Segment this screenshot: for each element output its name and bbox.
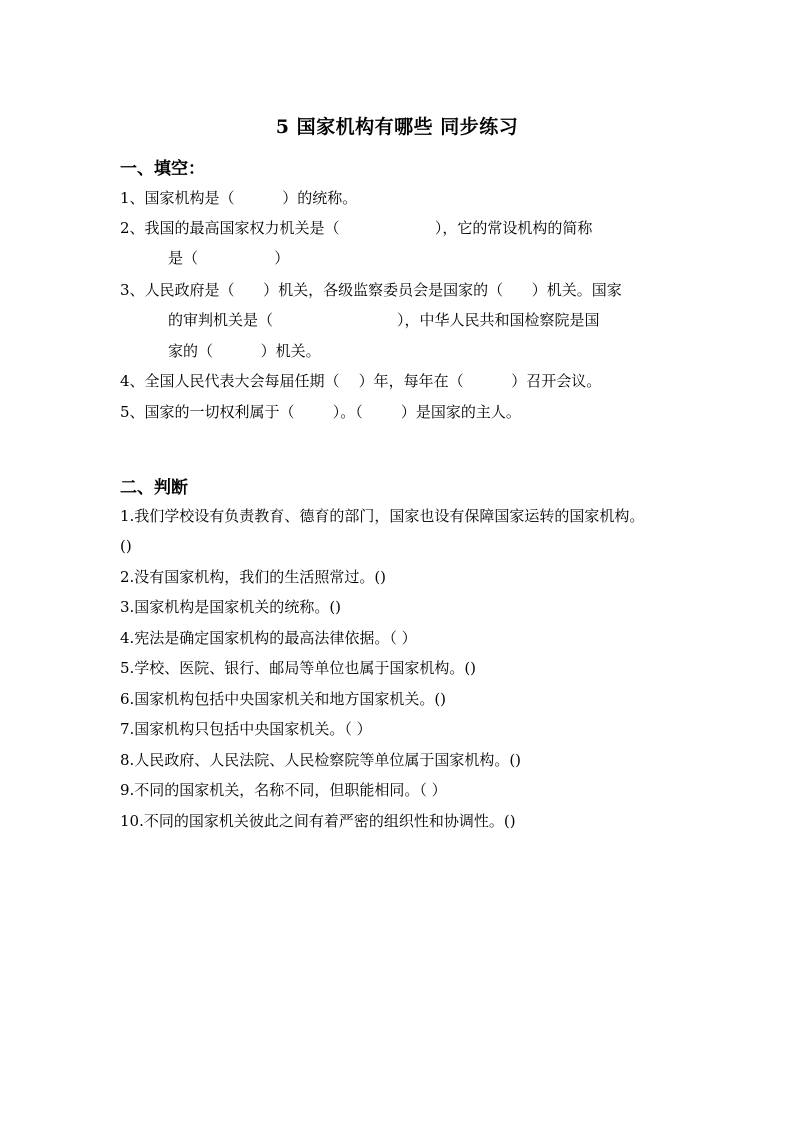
fill-question-2-cont: 是（ ） [168, 249, 290, 267]
judge-question-3: 3.国家机构是国家机关的统称。() [120, 598, 342, 616]
judge-question-9: 9.不同的国家机关，名称不同，但职能相同。（ ） [120, 781, 447, 799]
section-heading-judge: 二、判断 [120, 478, 188, 498]
judge-question-8: 8.人民政府、人民法院、人民检察院等单位属于国家机构。() [120, 751, 522, 769]
judge-question-1: 1.我们学校设有负责教育、德育的部门，国家也设有保障国家运转的国家机构。 [120, 507, 645, 525]
judge-question-6: 6.国家机构包括中央国家机关和地方国家机关。() [120, 690, 447, 708]
judge-question-4: 4.宪法是确定国家机构的最高法律依据。（ ） [120, 629, 417, 647]
fill-question-3: 3、人民政府是（ ）机关，各级监察委员会是国家的（ ）机关。国家 [120, 281, 622, 299]
judge-question-1-answer: () [120, 537, 132, 555]
judge-question-7: 7.国家机构只包括中央国家机关。（ ） [120, 720, 372, 738]
judge-question-5: 5.学校、医院、银行、邮局等单位也属于国家机构。() [120, 659, 477, 677]
fill-question-3-cont-1: 的审判机关是（ ），中华人民共和国检察院是国 [168, 311, 600, 329]
fill-question-3-cont-2: 家的（ ）机关。 [168, 342, 321, 360]
section-heading-fill-in: 一、填空： [120, 159, 205, 179]
fill-question-2: 2、我国的最高国家权力机关是（ ），它的常设机构的简称 [120, 219, 593, 237]
fill-question-5: 5、国家的一切权利属于（ ）。（ ）是国家的主人。 [120, 403, 521, 421]
judge-question-10: 10.不同的国家机关彼此之间有着严密的组织性和协调性。() [120, 812, 516, 830]
fill-question-4: 4、全国人民代表大会每届任期（ ）年，每年在（ ）召开会议。 [120, 372, 602, 390]
page-title: 5 国家机构有哪些 同步练习 [275, 116, 519, 138]
fill-question-1: 1、国家机构是（ ）的统称。 [120, 189, 358, 207]
judge-question-2: 2.没有国家机构，我们的生活照常过。() [120, 568, 387, 586]
